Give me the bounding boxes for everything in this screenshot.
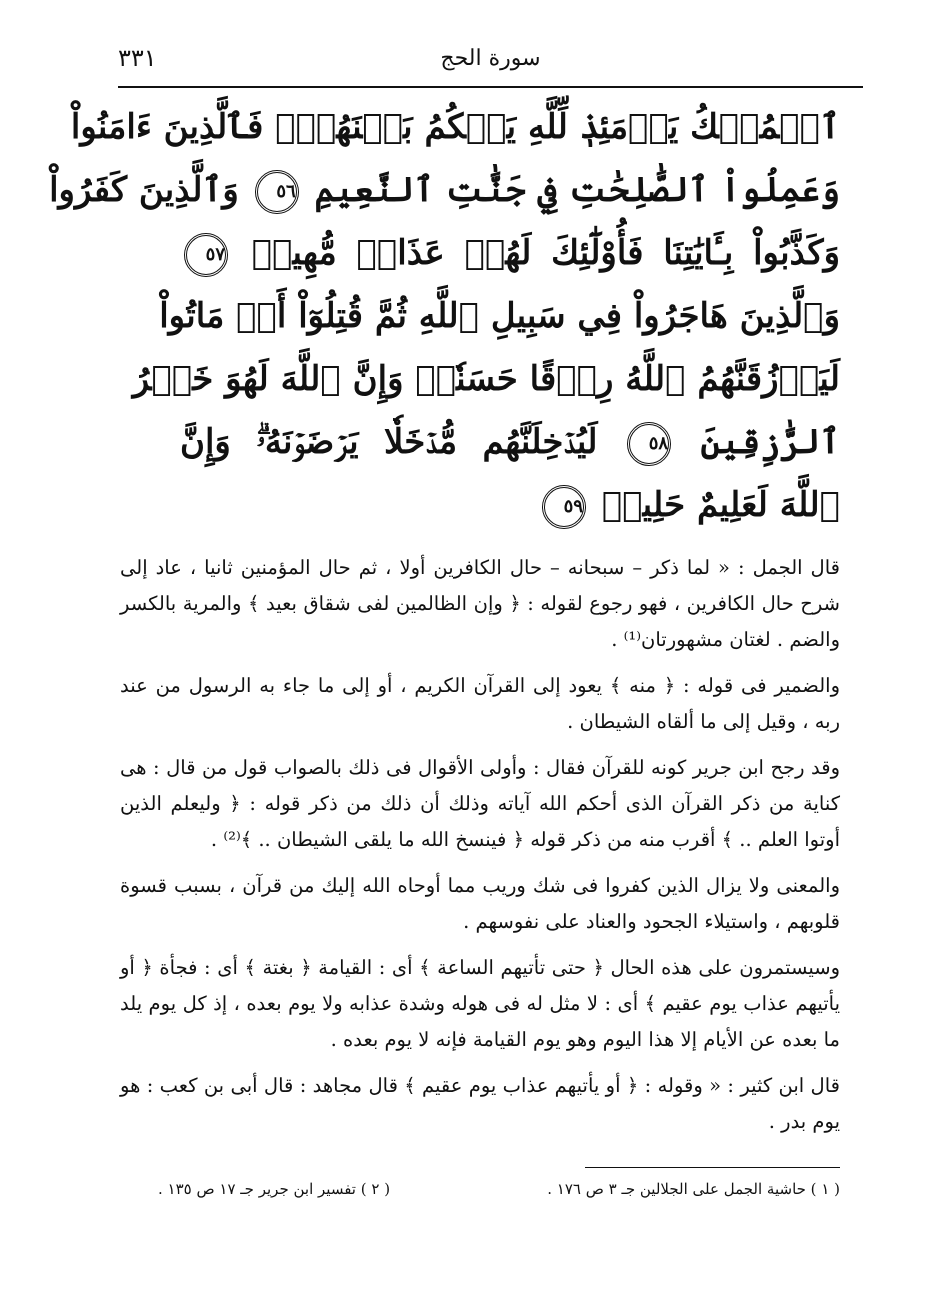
quran-line-text: ٱلرَّٰزِقِينَ	[700, 422, 840, 462]
header-divider	[118, 86, 863, 88]
commentary-paragraph: والضمير فى قوله : ﴿ منه ﴾ يعود إلى القرآن الكريم ، أو إلى ما جاء به الرسول من عند ربه ، وقيل إلى ما ألقاه الشيطان .	[120, 674, 840, 733]
quran-line	[132, 348, 840, 411]
quran-line	[159, 285, 840, 348]
quran-line	[70, 96, 840, 159]
page-header	[118, 40, 863, 88]
quran-line-text: لَيُدۡخِلَنَّهُم مُّدۡخَلٗا يَرۡضَوۡنَهُۥۗ وَإِنَّ	[180, 422, 598, 462]
quran-line-text: وَكَذَّبُواْ بِـَٔايَٰتِنَا فَأُوْلَٰٓئِكَ لَهُمۡ عَذَابٞ مُّهِينٞ	[251, 233, 840, 273]
commentary-paragraph: قال ابن كثير : « وقوله : ﴿ أو يأتيهم عذاب يوم عقيم ﴾ قال مجاهد : قال أبى بن كعب : هو يوم بدر .	[120, 1074, 840, 1133]
footnote-1: ( ١ ) حاشية الجمل على الجلالين جـ ٣ ص ١٧٦ .	[547, 1180, 840, 1198]
quran-text-block	[49, 96, 840, 537]
quran-line-text: وَعَمِلُواْ ٱلصَّٰلِحَٰتِ فِي جَنَّٰتِ ٱلنَّعِيمِ	[314, 170, 840, 210]
quran-line-text: ٱلۡمُلۡكُ يَوۡمَئِذٖ لِّلَّهِ يَحۡكُمُ بَيۡنَهُمۡۚ فَٱلَّذِينَ ءَامَنُواْ	[70, 107, 840, 147]
quran-line-text: لَيَرۡزُقَنَّهُمُ ٱللَّهُ رِزۡقًا حَسَنٗاۚ وَإِنَّ ٱللَّهَ لَهُوَ خَيۡرُ	[132, 359, 840, 399]
ayah-number-marker: ٥٧	[184, 233, 228, 277]
quran-line-text: ٱللَّهَ لَعَلِيمٌ حَلِيمٞ	[601, 485, 840, 525]
quran-line	[180, 222, 840, 285]
quran-line-text: وَٱلَّذِينَ هَاجَرُواْ فِي سَبِيلِ ٱللَّهِ ثُمَّ قُتِلُوٓاْ أَوۡ مَاتُواْ	[159, 296, 840, 336]
ayah-number-marker: ٥٩	[542, 485, 586, 529]
quran-line-text: وَٱلَّذِينَ كَفَرُواْ	[49, 170, 239, 210]
page-number: ٣٣١	[118, 44, 157, 72]
surah-title: سورة الحج	[440, 46, 541, 71]
quran-line	[49, 159, 840, 222]
footnote-divider	[585, 1167, 840, 1168]
ayah-number-marker: ٥٨	[627, 422, 671, 466]
commentary-paragraph: وقد رجح ابن جرير كونه للقرآن فقال : وأولى الأقوال فى ذلك بالصواب قول من قال : هى كناية من ذكر القرآن الذى أحكم الله آياته وذلك أن ذلك من ذكر قوله : ﴿ وليعلم الذين أوتوا العلم .. ﴾ أقرب منه من ذكر قوله ﴿ فينسخ الله ما يلقى الشيطان .. ﴾⁽²⁾ .	[120, 756, 840, 851]
quran-line	[180, 474, 840, 537]
quran-line	[180, 411, 840, 474]
ayah-number-marker: ٥٦	[255, 170, 299, 214]
commentary-paragraph: وسيستمرون على هذه الحال ﴿ حتى تأتيهم الساعة ﴾ أى : القيامة ﴿ بغتة ﴾ أى : فجأة ﴿ أو يأتيهم عذاب يوم عقيم ﴾ أى : لا مثل له فى هوله وشدة عذابه ولا يوم بعده ، إذ كل يوم يلد ما بعده عن الأيام إلا هذا اليوم وهو يوم القيامة فإنه لا يوم بعده .	[120, 956, 840, 1051]
commentary-paragraph: والمعنى ولا يزال الذين كفروا فى شك وريب مما أوحاه الله إليك من قرآن ، بسبب قسوة قلوبهم ، واستيلاء الجحود والعناد على نفوسهم .	[120, 874, 840, 933]
footnote-2: ( ٢ ) تفسير ابن جرير جـ ١٧ ص ١٣٥ .	[158, 1180, 391, 1198]
commentary-paragraph: قال الجمل : « لما ذكر – سبحانه – حال الكافرين أولا ، ثم حال المؤمنين ثانيا ، عاد إلى شرح حال الكافرين ، فهو رجوع لقوله : ﴿ وإن الظالمين لفى شقاق بعيد ﴾ والمرية بالكسر والضم . لغتان مشهورتان⁽¹⁾ .	[120, 556, 840, 651]
commentary-block	[120, 550, 840, 1150]
